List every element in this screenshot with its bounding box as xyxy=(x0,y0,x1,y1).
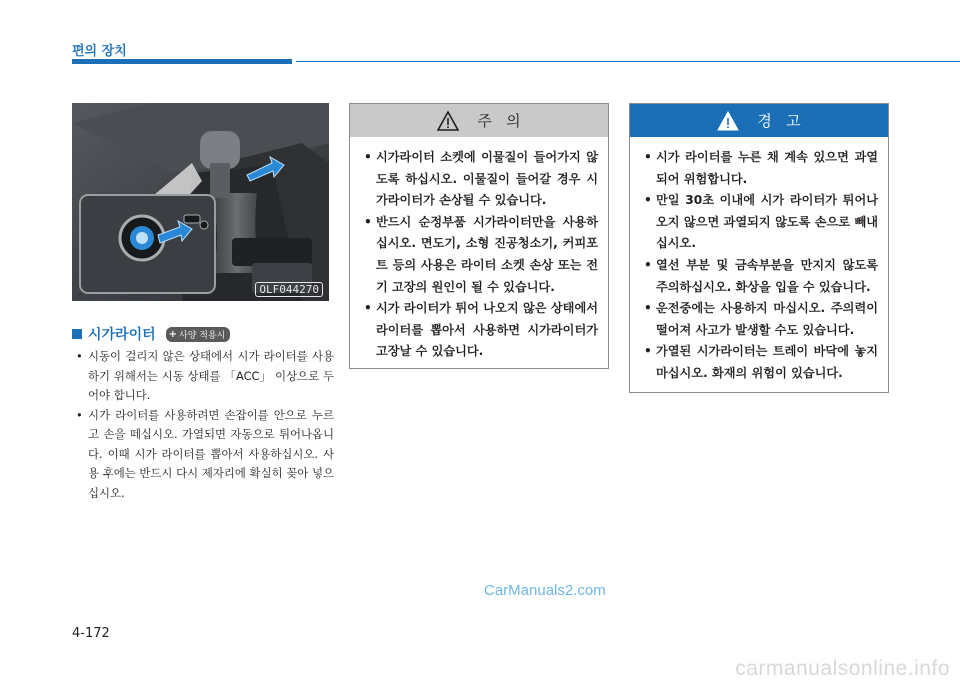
section-title: 편의 장치 xyxy=(72,44,127,59)
list-item: • 시동이 걸리지 않은 상태에서 시가 라이터를 사용하기 위해서는 시동 상태를 「ACC」 이상으로 두어야 합니다. xyxy=(76,347,334,406)
figure-code: OLF044270 xyxy=(255,282,323,297)
warning-title: 경 고 xyxy=(757,112,801,130)
warning-triangle-icon xyxy=(717,111,739,131)
warning-list xyxy=(630,137,888,385)
plus-icon: + xyxy=(168,328,178,340)
warning-triangle-icon xyxy=(437,111,459,131)
feature-description-list xyxy=(76,347,334,503)
warning-box xyxy=(629,103,889,393)
caution-box xyxy=(349,103,609,369)
list-item: • 시가 라이터를 사용하려면 손잡이를 안으로 누르고 손을 떼십시오. 가열되면 자동으로 튀어나옵니다. 이때 시가 라이터를 뽑아서 사용하십시오. 사용 후에는 반드시 다시 제자리에 확실히 꽂아 넣으십시오. xyxy=(76,406,334,504)
caution-title: 주 의 xyxy=(477,112,521,130)
footer-watermark: carmanualsonline.info xyxy=(735,657,950,680)
feature-title: 시가라이터 xyxy=(88,327,156,343)
caution-list xyxy=(350,137,608,363)
list-item: • 만일 30초 이내에 시가 라이터가 튀어나오지 않으면 과열되지 않도록 손으로 빼내십시오. xyxy=(644,190,878,255)
option-badge-label: 사양 적용시 xyxy=(179,330,226,341)
square-bullet-icon xyxy=(72,329,82,339)
list-item: • 시가라이터 소켓에 이물질이 들어가지 않도록 하십시오. 이물질이 들어갈 경우 시가라이터가 손상될 수 있습니다. xyxy=(364,147,598,212)
page-number: 4-172 xyxy=(72,626,110,641)
feature-heading xyxy=(72,324,230,344)
caution-header xyxy=(350,104,608,137)
header-bar-accent xyxy=(72,59,292,64)
option-badge xyxy=(166,327,231,342)
list-item: • 시가 라이터를 누른 채 계속 있으면 과열되어 위험합니다. xyxy=(644,147,878,190)
header-rule xyxy=(296,61,960,62)
list-item: • 시가 라이터가 튀어 나오지 않은 상태에서 라이터를 뽑아서 사용하면 시가라이터가 고장날 수 있습니다. xyxy=(364,298,598,363)
list-item: • 열선 부분 및 금속부분을 만지지 않도록 주의하십시오. 화상을 입을 수 있습니다. xyxy=(644,255,878,298)
list-item: • 가열된 시가라이터는 트레이 바닥에 놓지 마십시오. 화재의 위험이 있습니다. xyxy=(644,341,878,384)
console-illustration xyxy=(72,103,329,301)
list-item: • 반드시 순정부품 시가라이터만을 사용하십시오. 면도기, 소형 진공청소기, 커피포트 등의 사용은 라이터 소켓 손상 또는 전기 고장의 원인이 될 수 있습니다. xyxy=(364,212,598,298)
cigar-lighter-photo xyxy=(72,103,329,301)
warning-header xyxy=(630,104,888,137)
watermark-link[interactable]: CarManuals2.com xyxy=(484,582,606,599)
list-item: • 운전중에는 사용하지 마십시오. 주의력이 떨어져 사고가 발생할 수도 있습니다. xyxy=(644,298,878,341)
